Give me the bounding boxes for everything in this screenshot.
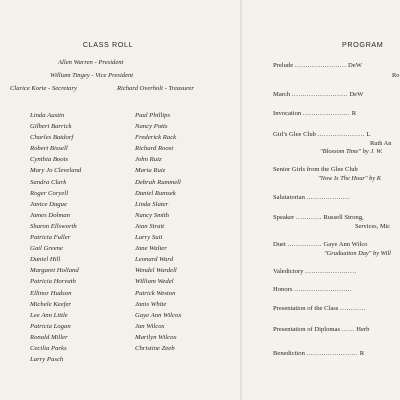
officer-vice-president: William Tingey - Vice President bbox=[50, 72, 134, 79]
program-item-performer: Herb bbox=[356, 326, 370, 333]
student-name: Leonard Ward bbox=[135, 256, 174, 264]
student-name: Nancy Potts bbox=[135, 123, 168, 131]
student-name: Gaye Ann Wilcox bbox=[135, 311, 182, 319]
student-name: Roger Coryell bbox=[30, 189, 69, 197]
officer-president: Allen Warren - President bbox=[58, 59, 124, 66]
dot-leader: ...................... bbox=[302, 110, 351, 117]
program-item-march bbox=[273, 91, 363, 98]
student-name: Cynthia Boots bbox=[30, 156, 69, 164]
program-item-label: Presentation of the Class bbox=[273, 305, 339, 312]
student-name: Gail Greene bbox=[30, 245, 63, 253]
program-item-salutatorian bbox=[273, 194, 350, 201]
student-name: John Ruiz bbox=[135, 156, 162, 164]
student-name: Debrah Rummell bbox=[135, 178, 181, 186]
program-item-song: "Blossom Time" by J. W. bbox=[320, 148, 383, 155]
student-name: Michele Keefer bbox=[30, 300, 72, 308]
class-roll-column-1 bbox=[30, 110, 81, 365]
program-item-performer: R bbox=[359, 350, 365, 357]
program-item-duet bbox=[273, 241, 367, 248]
program-item-label: March bbox=[273, 91, 291, 98]
dot-leader: ........................... bbox=[294, 286, 353, 293]
student-name: Marilyn Wilcox bbox=[135, 333, 177, 341]
student-name: Linda Austin bbox=[30, 112, 65, 119]
student-name: Christine Zeeb bbox=[135, 344, 175, 352]
student-name: Ellinor Hudson bbox=[30, 289, 72, 297]
program-item-invocation bbox=[273, 110, 356, 117]
dot-leader: ................ bbox=[287, 241, 322, 248]
student-name: Mary Jo Cleveland bbox=[30, 167, 82, 175]
program-item-performer: DeW bbox=[349, 91, 364, 98]
program-item-song: "Now Is The Hour" by K bbox=[318, 175, 382, 182]
program-item-speaker bbox=[273, 214, 364, 221]
dot-leader: ........................ bbox=[305, 268, 357, 275]
program-item-label: Honors bbox=[273, 286, 293, 293]
program-item-label: Valedictory bbox=[273, 268, 304, 275]
program-item-girls-glee-club bbox=[273, 131, 371, 138]
student-name: Nancy Smith bbox=[135, 211, 169, 219]
student-name: James Dolman bbox=[30, 211, 70, 219]
student-name: Larry Suit bbox=[135, 234, 163, 242]
student-name: Daniel Hill bbox=[30, 256, 61, 264]
program-item-label: Senior Girls from the Glee Club bbox=[273, 166, 358, 173]
dot-leader: ...................... bbox=[317, 131, 365, 138]
program-item-label: Duet bbox=[273, 241, 286, 248]
program-item-detail: Ruth An bbox=[370, 140, 392, 147]
student-name: Patricia Logan bbox=[30, 322, 71, 330]
program-page bbox=[242, 0, 400, 400]
student-name: Wendel Wardell bbox=[135, 267, 177, 275]
student-name: Janice Dague bbox=[30, 200, 67, 208]
program-item-performer: R bbox=[351, 110, 357, 117]
dot-leader: ............ bbox=[295, 214, 322, 221]
officer-treasurer: Richard Overholt - Treasurer bbox=[117, 85, 194, 92]
student-name: Patricia Horvath bbox=[30, 278, 76, 286]
program-item-presentation-of-class bbox=[273, 305, 366, 312]
dot-leader: ........................ bbox=[294, 62, 347, 69]
dot-leader: .................... bbox=[306, 194, 350, 201]
officer-secretary: Clarice Korte - Secretary bbox=[10, 85, 77, 92]
student-name: Jane Walter bbox=[135, 245, 167, 253]
class-roll-title: CLASS ROLL bbox=[82, 40, 134, 49]
program-item-label: Invocation bbox=[273, 110, 302, 117]
program-item-song: "Graduation Day" by Will bbox=[324, 250, 391, 257]
student-name: Charles Batdorf bbox=[30, 134, 74, 142]
student-name: Lee Ann Little bbox=[30, 311, 68, 319]
program-item-performer: DeW bbox=[348, 62, 362, 69]
student-name: Linda Slater bbox=[135, 200, 169, 208]
student-name: Patrick Weston bbox=[135, 289, 176, 297]
program-item-label: Speaker bbox=[273, 214, 295, 221]
program-item-label: Prelude bbox=[273, 62, 294, 69]
student-name: Margaret Holland bbox=[30, 267, 79, 275]
student-name: Robert Bissell bbox=[30, 145, 68, 153]
program-item-performer: Russell Strong, bbox=[323, 214, 364, 221]
class-roll-column-2 bbox=[135, 110, 181, 354]
dot-leader: ...... bbox=[341, 326, 355, 333]
program-item-senior-girls bbox=[273, 166, 358, 173]
program-item-presentation-of-diplomas bbox=[273, 326, 369, 333]
program-item-performer: L bbox=[366, 131, 371, 138]
student-name: Jean Strait bbox=[135, 222, 165, 230]
program-item-prelude bbox=[273, 62, 362, 69]
program-item-benediction bbox=[273, 350, 364, 357]
program-item-label: Salutatorian bbox=[273, 194, 305, 201]
dot-leader: ........................ bbox=[306, 350, 359, 357]
student-name: Frederick Rack bbox=[135, 134, 177, 142]
dot-leader: .......................... bbox=[291, 91, 348, 98]
program-item-label: Presentation of Diplomas bbox=[273, 326, 341, 333]
program-item-valedictory bbox=[273, 268, 357, 275]
student-name: Daniel Rumsek bbox=[135, 189, 176, 197]
student-name: Ronald Miller bbox=[30, 333, 68, 341]
program-item-honors bbox=[273, 286, 352, 293]
student-name: Cecilia Parks bbox=[30, 344, 67, 352]
student-name: Sandra Clark bbox=[30, 178, 67, 186]
student-name: Gilbert Barrick bbox=[30, 123, 72, 131]
program-item-detail: Services, Mic bbox=[355, 223, 391, 230]
student-name: William Wedel bbox=[135, 278, 174, 286]
student-name: Paul Phillips bbox=[135, 112, 171, 119]
student-name: Maria Ruiz bbox=[135, 167, 166, 175]
program-item-performer: Gaye Ann Wilco bbox=[323, 241, 368, 248]
student-name: Janis White bbox=[135, 300, 167, 308]
program-item-label: Benediction bbox=[273, 350, 305, 357]
dot-leader: ............ bbox=[340, 305, 366, 312]
program-item-label: Girl's Glee Club bbox=[273, 131, 316, 138]
student-name: Richard Roost bbox=[135, 145, 174, 153]
student-name: Jan Wilcox bbox=[135, 322, 165, 330]
program-title: PROGRAM bbox=[342, 40, 384, 49]
student-name: Sharon Ellsworth bbox=[30, 222, 77, 230]
student-name: Patricia Fuller bbox=[30, 234, 71, 242]
program-item-detail: Ro bbox=[392, 72, 400, 79]
student-name: Larry Pasch bbox=[30, 356, 64, 364]
